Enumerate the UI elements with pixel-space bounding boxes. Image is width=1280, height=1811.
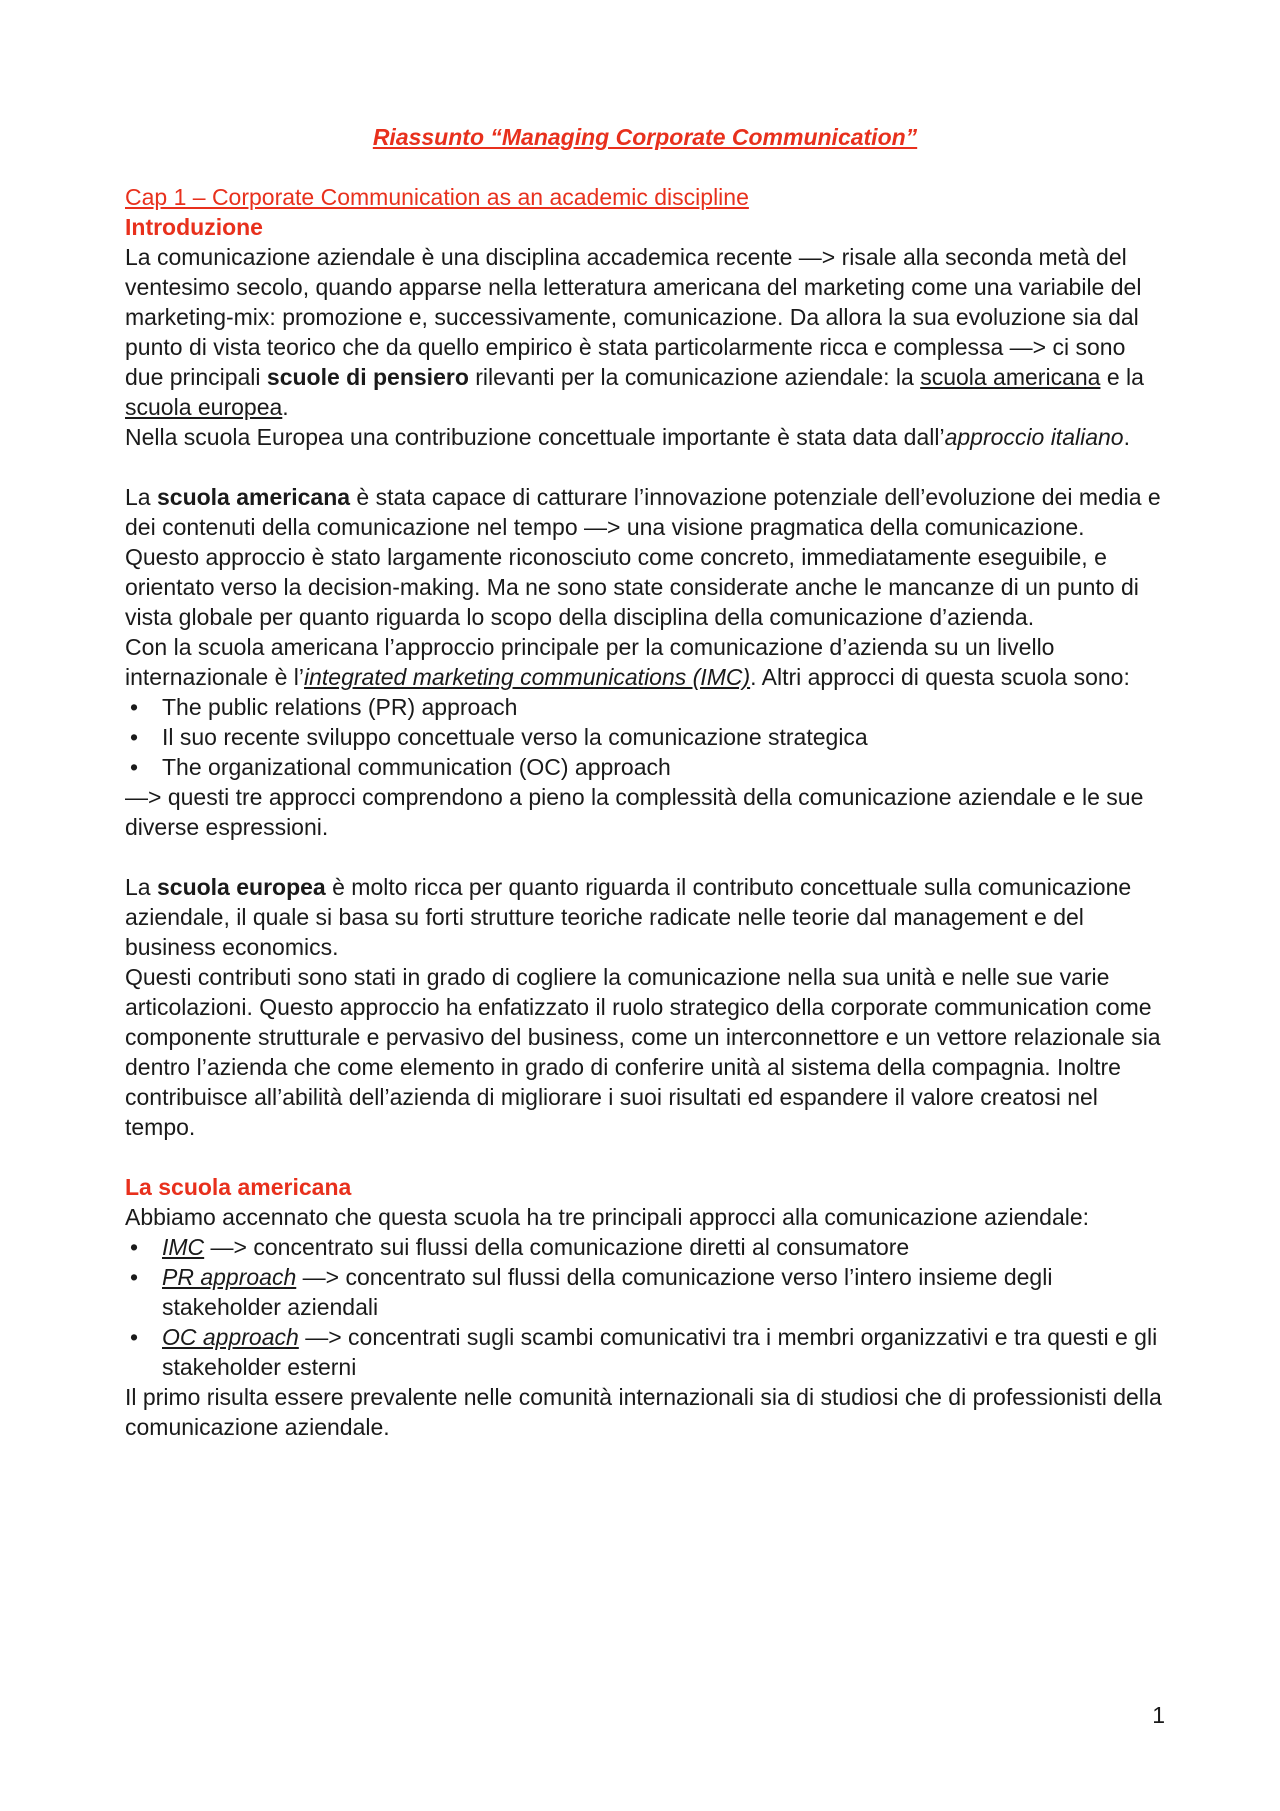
intro-paragraph-2: Nella scuola Europea una contribuzione concettuale importante è stata data dall’approccio italiano. bbox=[125, 424, 1130, 450]
list-item: • OC approach —> concentrati sugli scambi comunicativi tra i membri organizzativi e tra questi e gli stakeholder esterni bbox=[130, 1324, 1158, 1380]
list-item: • The public relations (PR) approach bbox=[130, 694, 518, 720]
american-school-heading: La scuola americana bbox=[125, 1174, 352, 1200]
american-school-link: scuola americana bbox=[920, 364, 1101, 390]
intro-heading: Introduzione bbox=[125, 214, 263, 240]
chapter-block bbox=[125, 182, 1165, 1442]
list-item: • The organizational communication (OC) approach bbox=[130, 754, 671, 780]
oc-approach-term: OC approach bbox=[162, 1324, 299, 1350]
section2-paragraph-2: Il primo risulta essere prevalente nelle comunità internazionali sia di studiosi che di professionisti della comunicazione aziendale. bbox=[125, 1384, 1162, 1440]
american-paragraph-3: —> questi tre approcci comprendono a pieno la complessità della comunicazione aziendale e le sue diverse espressioni. bbox=[125, 784, 1144, 840]
european-paragraph-1: La scuola europea è molto ricca per quanto riguarda il contributo concettuale sulla comunicazione aziendale, il quale si basa su forti strutture teoriche radicate nelle teorie dal management e del business economics. bbox=[125, 874, 1132, 960]
american-paragraph-1: La scuola americana è stata capace di catturare l’innovazione potenziale dell’evoluzione dei media e dei contenuti della comunicazione nel tempo —> una visione pragmatica della comunicazione. Questo approccio è stato largamente riconosciuto come concreto, immediatamente eseguibile, e orientato verso la decision-making. Ma ne sono state considerate anche le mancanze di un punto di vista globale per quanto riguarda lo scopo della disciplina della comunicazione d’azienda. bbox=[125, 484, 1161, 630]
european-paragraph-2: Questi contributi sono stati in grado di cogliere la comunicazione nella sua unità e nelle sue varie articolazioni. Questo approccio ha enfatizzato il ruolo strategico della corporate communication come componente strutturale e pervasivo del business, come un interconnettore e un vettore relazionale sia dentro l’azienda che come elemento in grado di conferire unità al sistema della compagnia. Inoltre contribuisce all’abilità dell’azienda di migliorare i suoi risultati ed espandere il valore creatosi nel tempo. bbox=[125, 964, 1161, 1140]
list-item: • PR approach —> concentrato sul flussi della comunicazione verso l’intero insieme degli stakeholder aziendali bbox=[130, 1264, 1053, 1320]
page-number: 1 bbox=[1152, 1702, 1165, 1728]
european-school-link: scuola europea bbox=[125, 394, 283, 420]
american-paragraph-2: Con la scuola americana l’approccio principale per la comunicazione d’azienda su un livello internazionale è l’integrated marketing communications (IMC). Altri approcci di questa scuola sono: bbox=[125, 634, 1130, 690]
chapter-title: Cap 1 – Corporate Communication as an academic discipline bbox=[125, 184, 749, 210]
intro-paragraph-1: La comunicazione aziendale è una disciplina accademica recente —> risale alla seconda metà del ventesimo secolo, quando apparse nella letteratura americana del marketing come una variabile del marketing-mix: promozione e, successivamente, comunicazione. Da allora la sua evoluzione sia dal punto di vista teorico che da quello empirico è stata particolarmente ricca e complessa —> ci sono due principali scuole di pensiero rilevanti per la comunicazione aziendale: la scuola americana e la scuola europea. bbox=[125, 244, 1144, 420]
pr-approach-term: PR approach bbox=[162, 1264, 297, 1290]
list-item: • IMC —> concentrato sui flussi della comunicazione diretti al consumatore bbox=[130, 1234, 910, 1260]
list-item: • Il suo recente sviluppo concettuale verso la comunicazione strategica bbox=[130, 724, 868, 750]
section2-paragraph-1: Abbiamo accennato che questa scuola ha tre principali approcci alla comunicazione aziendale: bbox=[125, 1204, 1090, 1230]
imc-term: IMC bbox=[162, 1234, 205, 1260]
document-title: Riassunto “Managing Corporate Communication” bbox=[372, 124, 918, 150]
american-approaches-list bbox=[125, 692, 1165, 782]
imc-link: integrated marketing communications (IMC) bbox=[304, 664, 751, 690]
section2-approaches-list bbox=[125, 1232, 1165, 1382]
